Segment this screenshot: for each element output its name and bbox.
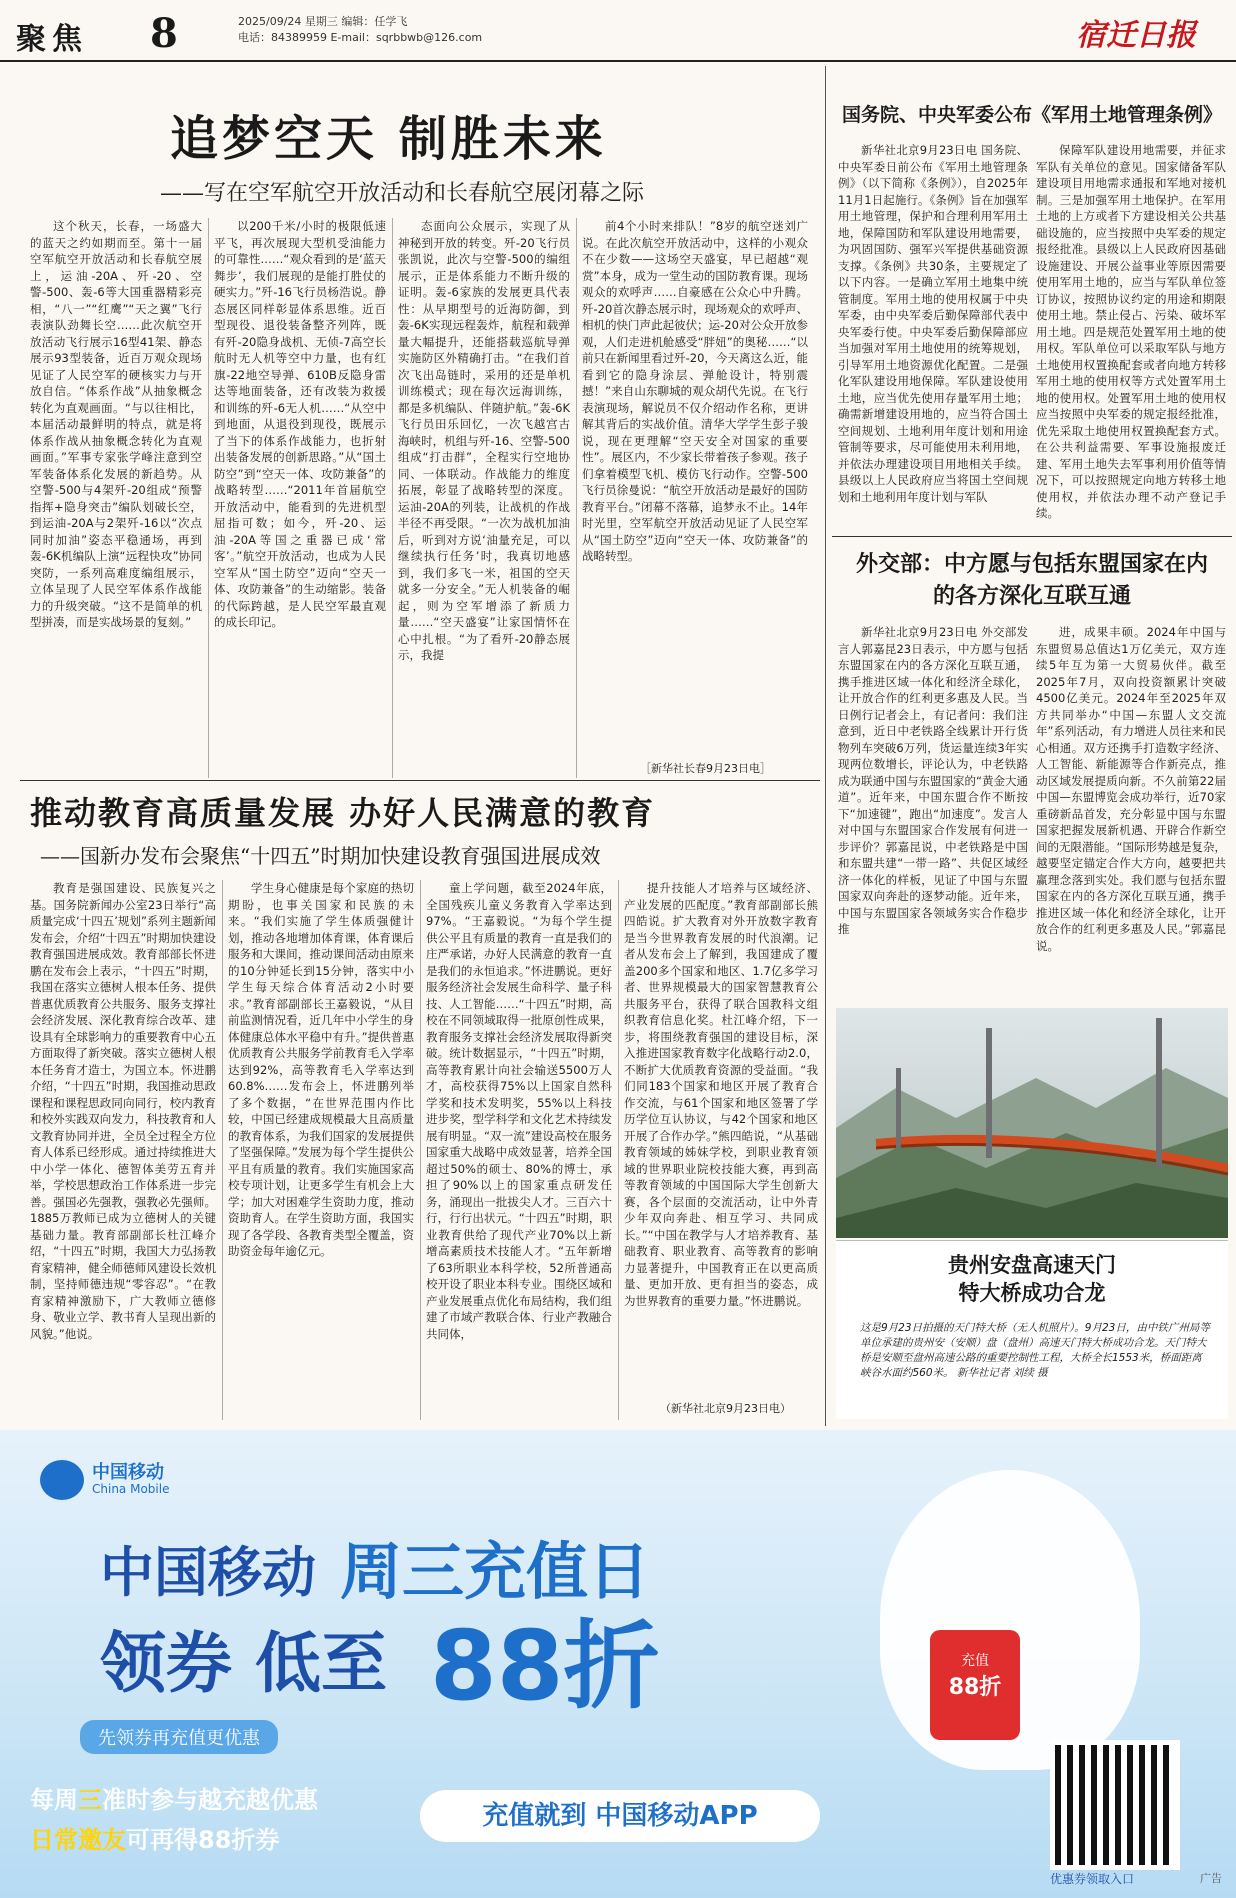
article3-col2 bbox=[1036, 624, 1226, 1000]
paragraph: 提升技能人才培养与区域经济、产业发展的匹配度。”教育部副部长熊四皓说。扩大教育对外开放数字教育是当今世界教育发展的时代浪潮。记者从发布会上了解到，我国建成了覆盖200多个国家和地区、1.7亿多学习者、世界规模最大的国家智慧教育公共服务平台，获得了联合国教科文组织教育信息化奖。杜江峰介绍，下一步，将围绕教育强国的建设目标，深入推进国家教育数字化战略行动2.0，不断扩大优质教育资源的受益面。“我们同183个国家和地区开展了教育合作交流，与61个国家和地区签署了学历学位互认协议，与42个国家和地区开展了合作办学。”熊四皓说，“从基础教育领域的姊妹学校，到职业教育领域的世界职业院校技能大赛，再到高等教育领域的中国国际大学生创新大赛，各个层面的交流活动，让中外青少年双向奔赴、相互学习、共同成长。”“中国在教学与人才培养教育、基础教育、职业教育、高等教育的影响力显著提升，中国教育正在以更高质量、更加开放、更有担当的姿态，成为世界教育的重要力量。”怀进鹏说。 bbox=[624, 881, 818, 1308]
ad-mark: 广告 bbox=[1200, 1872, 1222, 1885]
article4-col2 bbox=[228, 880, 414, 1420]
article1-col3 bbox=[398, 218, 570, 778]
ad-headline-coupon: 领券 bbox=[100, 1625, 232, 1702]
paragraph: 新华社北京9月23日电 外交部发言人郭嘉昆23日表示，中方愿与包括东盟国家在内的各方深化互联互通，携手推进区域一体化和经济全球化，让开放合作的红利更多惠及人民。当日例行记者会上，有记者问：我们注意到，近日中老铁路全线累计开行货物列车突破6万列，货运量连续3年实现两位数增长，评论认为，中老铁路成为联通中国与东盟国家的“黄金大通道”。近年来，中国东盟合作不断按下“加速键”，跑出“加速度”。发言人对中国与东盟国家合作发展有何进一步评价？郭嘉昆说，中老铁路是中国和东盟共建“一带一路”、共促区域经济一体化的样板，见证了中国与东盟国家双向奔赴的逐梦动能。近年来，中国与东盟国家各领域务实合作稳步推 bbox=[838, 625, 1028, 936]
photo-caption-box bbox=[836, 1240, 1228, 1419]
section-divider bbox=[832, 536, 1232, 537]
article4-col1 bbox=[30, 880, 216, 1420]
paragraph: 这个秋天，长春，一场盛大的蓝天之约如期而至。第十一届空军航空开放活动和长春航空展上，运油-20A、歼-20、空警-500、轰-6等大国重器精彩亮相，“八一”“红鹰”“天之翼”飞行表演队劲舞长空……此次航空开放活动飞行展示16型41架、静态展示93型装备，近百万观众现场见证了人民空军的硬核实力与开放自信。“体系作战”从抽象概念转化为直观画面。“与以往相比，本届活动最鲜明的特点，就是将体系作战从抽象概念转化为直观画面。”军事专家张学峰注意到空军装备体系化发展的新趋势。从空警-500与4架歼-20组成“预警指挥+隐身突击”编队划破长空，到运油-20A与2架歼-16以“次点同时加油”姿态平稳通场，再到轰-6K机编队上演“远程快攻”协同突防，一系列高难度编组展示，立体呈现了人民空军体系作战能力的升级突破。“这不是简单的机型拼凑，而是实战场景的复刻。” bbox=[30, 219, 202, 629]
coupon-value: 88折 bbox=[948, 1675, 1002, 1700]
promo1-a: 每周 bbox=[30, 1786, 78, 1814]
article2-title: 国务院、中央军委公布《军用土地管理条例》 bbox=[841, 104, 1222, 126]
article1-col2 bbox=[214, 218, 386, 778]
bridge-photo bbox=[836, 1008, 1228, 1238]
section-divider bbox=[825, 66, 826, 1426]
ad-headline-brand: 中国移动 bbox=[100, 1541, 316, 1604]
paragraph: 保障军队建设用地需要，并征求军队有关单位的意见。国家储备军队建设项目用地需求通报和军地对接机制。三是加强军用土地保护。在军用土地的上方或者下方建设相关公共基础设施的，应当按照中央军委的规定报经批准。县级以上人民政府因基础设施建设、开展公益事业等原因需要使用军用土地的，应当与军队单位签订协议，按照协议约定的用途和期限使用土地。禁止侵占、污染、破坏军用土地。四是规范处置军用土地的使用权。军队单位可以采取军队与地方土地使用权置换配套或者向地方转移军用土地的使用权等方式处置军用土地的使用权。处置军用土地的使用权应当按照中央军委的规定报经批准，优先采取土地使用权置换配套方式。在公共利益需要、军事设施报废迁建、军用土地失去军事利用价值等情况下，可以按照规定向地方转移土地使用权，并依法办理不动产登记手续。 bbox=[1036, 143, 1226, 520]
photo-title bbox=[836, 1251, 1228, 1307]
caption-text: 这是9月23日拍摄的天门特大桥（无人机照片）。9月23日，由中铁广州局等单位承建的贵州安（安顺）盘（盘州）高速天门特大桥成功合龙。天门特大桥是安顺至盘州高速公路的重要控制性工程，大桥全长1553米，桥面距离峡谷水面约560米。 bbox=[860, 1322, 1210, 1379]
contact-line: 电话：84389959 E-mail：sqrbbwb@126.com bbox=[238, 31, 483, 44]
brand-cn: 中国移动 bbox=[92, 1462, 164, 1483]
promo1-c: 准时参与越充越优惠 bbox=[102, 1786, 318, 1814]
column-divider bbox=[576, 218, 577, 778]
page-number: 8 bbox=[150, 10, 178, 57]
paragraph: 新华社北京9月23日电 国务院、中央军委日前公布《军用土地管理条例》（以下简称《条例》），自2025年11月1日起施行。《条例》旨在加强军用土地管理，保护和合理利用军用土地，保障国防和军队建设用地需要，为巩固国防、强军兴军提供基础资源支撑。《条例》共30条，主要规定了以下内容。一是确立军用土地集中统管制度。军用土地的使用权属于中央军委，由中央军委后勤保障部代表中央军委行使。中央军委后勤保障部应当加强对军用土地使用的统筹规划，引导军用土地资源优化配置。二是强化军队建设用地保障。军队建设使用土地，应当优先使用存量军用土地；确需新增建设用地的，应当符合国土空间规划、土地利用年度计划和用途管制等要求，尽可能使用未利用地，并依法办理建设项目用地相关手续。县级以上人民政府应当将国土空间规划和土地利用年度计划与军队 bbox=[838, 143, 1028, 504]
cta-button[interactable] bbox=[420, 1790, 820, 1842]
cta-text-b: 中国移动APP bbox=[595, 1801, 758, 1831]
article4-col3 bbox=[426, 880, 612, 1420]
section-divider bbox=[20, 780, 820, 781]
photo-caption bbox=[860, 1321, 1210, 1381]
article2-col2 bbox=[1036, 142, 1226, 530]
ad-headline-discount: 88折 bbox=[430, 1610, 660, 1722]
article4-subtitle: ——国新办发布会聚焦“十四五”时期加快建设教育强国进展成效 bbox=[40, 844, 601, 868]
promo-line2 bbox=[30, 1820, 279, 1855]
article1-byline: ［新华社长春9月23日电］ bbox=[640, 762, 771, 775]
newspaper-logo: 宿迁日报 bbox=[1076, 18, 1196, 53]
article4-title: 推动教育高质量发展 办好人民满意的教育 bbox=[30, 794, 656, 832]
masthead-info bbox=[238, 14, 482, 46]
date-line: 2025/09/24 星期三 编辑：任学飞 bbox=[238, 15, 408, 28]
column-divider bbox=[222, 880, 223, 1420]
qr-label: 优惠券领取入口 bbox=[1050, 1872, 1135, 1886]
masthead bbox=[0, 0, 1236, 62]
column-divider bbox=[420, 880, 421, 1420]
qr-code-icon[interactable] bbox=[1050, 1740, 1180, 1870]
column-divider bbox=[618, 880, 619, 1420]
promo1-b: 三 bbox=[78, 1786, 102, 1814]
promo-line1 bbox=[30, 1780, 318, 1815]
article3-title: 外交部：中方愿与包括东盟国家在内的各方深化互联互通 bbox=[856, 551, 1209, 609]
paragraph: 以200千米/小时的极限低速平飞，再次展现大型机受油能力的可靠性……“观众看到的是‘蓝天舞步’，我们展现的是能打胜仗的硬实力。”歼-16飞行员杨浩说。静态展区同样彰显体系思维。近百型现役、退役装备整齐列阵，既有歼-20隐身战机、无侦-7高空长航时无人机等空中力量，也有红旗-22地空导弹、610B反隐身雷达等地面装备，还有改装为救援和训练的歼-6无人机……“从空中到地面，从退役到现役，既展示了当下的体系作战能力，也折射出装备发展的创新思路。”从“国土防空”到“空天一体、攻防兼备”的战略转型……“2011年首届航空开放活动中，能看到的先进机型屈指可数；如今，歼-20、运油-20A等国之重器已成‘常客’。”航空开放活动，也成为人民空军从“国土防空”迈向“空天一体、攻防兼备”的生动缩影。装备的代际跨越，是人民空军最直观的成长印记。 bbox=[214, 219, 386, 629]
promo2-b: 可再得88折券 bbox=[126, 1826, 280, 1854]
china-mobile-ad[interactable] bbox=[0, 1430, 1236, 1898]
photo-title-line1: 贵州安盘高速天门 bbox=[948, 1252, 1116, 1277]
promo2-a: 日常邀友 bbox=[30, 1826, 126, 1854]
column-divider bbox=[392, 218, 393, 778]
paragraph: 态面向公众展示，实现了从神秘到开放的转变。歼-20飞行员张凯说，此次与空警-500的编组展示，正是体系能力不断升级的证明。轰-6家族的发展更具代表性：从早期型号的近海防御，到轰-6K实现远程轰炸，航程和载弹量大幅提升，还能搭载巡航导弹实施防区外精确打击。“在我们首次飞出岛链时，采用的还是单机训练模式；现在每次远海训练，都是多机编队、伴随护航。”轰-6K飞行员田乐回忆，一次飞越宫古海峡时，机组与歼-16、空警-500组成“打击群”，全程实行空地协同、一体联动。作战能力的维度拓展，彰显了战略转型的深度。运油-20A的列装，让战机的作战半径不再受限。“一次为战机加油后，听到对方说‘油量充足，可以继续执行任务’时，我真切地感到，我们多飞一米，祖国的空天就多一分安全。”无人机装备的崛起，则为空军增添了新质力量……“空天盛宴”让家国情怀在心中扎根。“为了看歼-20静态展示，我提 bbox=[398, 219, 570, 662]
column-divider bbox=[208, 218, 209, 778]
article1-col1 bbox=[30, 218, 202, 778]
bridge-photo-illustration bbox=[836, 1008, 1228, 1238]
article2-col1 bbox=[838, 142, 1028, 530]
article4-byline: （新华社北京9月23日电） bbox=[660, 1402, 791, 1415]
article4-col4 bbox=[624, 880, 818, 1398]
photo-title-line2: 特大桥成功合龙 bbox=[958, 1280, 1106, 1305]
article1-title: 追梦空天 制胜未来 bbox=[170, 111, 607, 167]
paragraph: 学生身心健康是每个家庭的热切期盼，也事关国家和民族的未来。“我们实施了学生体质强健计划，推动各地增加体育课，体育课后服务和大课间，推动课间活动由原来的10分钟延长到15分钟，落实中小学生每天综合体育活动2小时要求。”教育部副部长王嘉毅说，“从目前监测情况看，近几年中小学生的身体健康总体水平稳中有升。”提供普惠优质教育公共服务学前教育毛入学率达到92%，高等教育毛入学率达到60.8%……发布会上，怀进鹏列举了多个数据，“在世界范围内作比较，中国已经建成规模最大且高质量的教育体系，为我们国家的发展提供了坚强保障。”发展为每个学生提供公平且有质量的教育。我们实施国家高校专项计划，让更多学生有机会上大学；加大对困难学生资助力度，推动资助育人。在学生资助方面，我国实现了各学段、各教育类型全覆盖，资助资金每年逾亿元。 bbox=[228, 881, 414, 1258]
section-name: 聚焦 bbox=[16, 22, 88, 57]
paragraph: 教育是强国建设、民族复兴之基。国务院新闻办公室23日举行“高质量完成‘十四五’规划”系列主题新闻发布会，介绍“十四五”时期加快建设教育强国进展成效。教育部部长怀进鹏在发布会上表示，“十四五”时期，我国在落实立德树人根本任务、提供普惠优质教育公共服务、服务支撑社会经济发展、深化教育综合改革、建设具有全球影响力的重要教育中心五方面取得了新突破。落实立德树人根本任务育才造士，为国立本。怀进鹏介绍，“十四五”时期，我国推动思政课程和课程思政同向同行，校内教育和校外实践双向发力，科技教育和人文教育协同并进，全员全过程全方位育人体系已经形成。通过持续推进大中小学一体化、德智体美劳五育并举，学校思想政治工作体系进一步完善。强国必先强教，强教必先强师。1885万教师已成为立德树人的关键基础力量。教育部副部长杜江峰介绍，“十四五”时期，我国大力弘扬教育家精神，健全师德师风建设长效机制，坚持师德违规“零容忍”。“在教育家精神激励下，广大教师立德修身、敬业立学、教书育人呈现出新的风貌。”他说。 bbox=[30, 881, 216, 1341]
coupon-card bbox=[930, 1630, 1020, 1740]
paragraph: 前4个小时来排队！”8岁的航空迷刘广说。在此次航空开放活动中，这样的小观众不在少数——这场空天盛宴，早已超越“观赏”本身，成为一堂生动的国防教育课。现场观众的欢呼声……自豪感在公众心中升腾。歼-20首次静态展示时，现场观众的欢呼声、相机的快门声此起彼伏；运-20对公众开放参观，人们走进机舱感受“胖妞”的奥秘……“以前只在新闻里看过歼-20，今天离这么近，能看到它的隐身涂层、弹舱设计，特别震撼！”来自山东聊城的观众胡代先说。在飞行表演现场，解说员不仅介绍动作名称，更讲解其背后的实战价值。清华大学学生彭子骏说，现在更理解“空天安全对国家的重要性”。展区内，不少家长带着孩子参观。孩子们拿着模型飞机、模仿飞行动作。空警-500飞行员徐曼说：“航空开放活动是最好的国防教育平台。”闭幕不落幕，追梦永不止。14年时光里，空军航空开放活动见证了人民空军从“国土防空”迈向“空天一体、攻防兼备”的战略转型。 bbox=[582, 219, 808, 563]
photo-credit: 新华社记者 刘续 摄 bbox=[956, 1367, 1048, 1379]
article1-col4 bbox=[582, 218, 808, 758]
brand-en: China Mobile bbox=[92, 1482, 170, 1496]
ad-tagline: 先领券再充值更优惠 bbox=[80, 1720, 278, 1754]
china-mobile-logo-icon bbox=[40, 1460, 84, 1500]
cta-text-a: 充值就到 bbox=[482, 1801, 587, 1831]
article3-col1 bbox=[838, 624, 1028, 1000]
article1-subtitle: ——写在空军航空开放活动和长春航空展闭幕之际 bbox=[160, 181, 645, 206]
paragraph: 童上学问题，截至2024年底，全国残疾儿童义务教育入学率达到97%。“王嘉毅说。“为每个学生提供公平且有质量的教育一直是我们的庄严承诺，办好人民满意的教育一直是我们的永恒追求。”怀进鹏说。更好服务经济社会发展生命科学、量子科技、人工智能……“十四五”时期，高校在不同领域取得一批原创性成果，教育服务支撑社会经济发展取得新突破。统计数据显示，“十四五”时期，高等教育累计向社会输送5500万人才，高校获得75%以上国家自然科学奖和技术发明奖，55%以上科技进步奖，型学科学和文化艺术持续发展有明显。“双一流”建设高校在服务国家重大战略中成效显著，培养全国超过50%的硕士、80%的博士，承担了90%以上的国家重点研发任务，涌现出一批拔尖人才。三百六十行，行行出状元。“十四五”时期，职业教育供给了现代产业70%以上新增高素质技术技能人才。“五年新增了63所职业本科学校，52所普通高校开设了职业本科专业。围绕区域和产业发展重点优化布局结构，我们组建了市域产教联合体、行业产教融合共同体， bbox=[426, 881, 612, 1341]
ad-headline-event: 周三充值日 bbox=[340, 1535, 651, 1608]
paragraph: 进，成果丰硕。2024年中国与东盟贸易总值达1万亿美元，双方连续5年互为第一大贸易伙伴。截至2025年7月，双向投资额累计突破4500亿美元。2024年至2025年双方共同举办“中国—东盟人文交流年”系列活动，有力增进人员往来和民心相通。双方还携手打造数字经济、人工智能、新能源等合作新亮点，推动区域发展提质向新。不久前第22届中国—东盟博览会成功举行，近70家重磅新品首发，充分彰显中国与东盟国家把握发展新机遇、开辟合作新空间的无限潜能。“国际形势越是复杂，越要坚定锚定合作大方向，越要把共赢理念落到实处。我们愿与包括东盟国家在内的各方深化互联互通，携手推进区域一体化和经济全球化，让开放合作的红利更多惠及人民。”郭嘉昆说。 bbox=[1036, 625, 1226, 953]
ad-headline-low: 低至 bbox=[255, 1625, 387, 1702]
coupon-label: 充值 bbox=[961, 1653, 989, 1669]
